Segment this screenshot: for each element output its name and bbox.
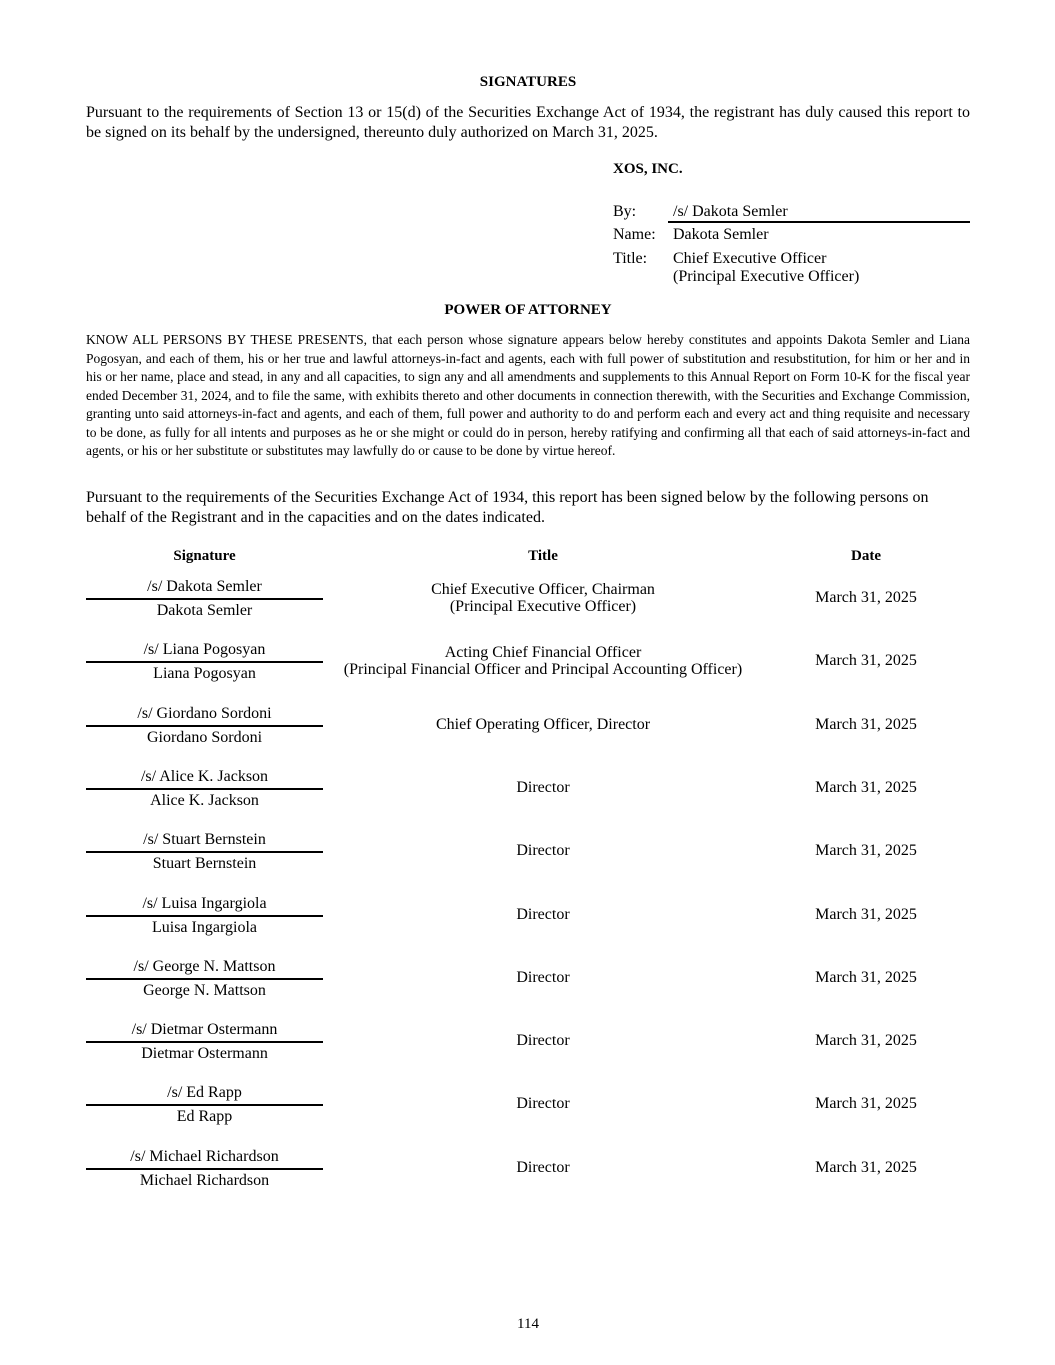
company-name: XOS, INC. bbox=[613, 161, 683, 177]
table-row bbox=[86, 1084, 970, 1144]
signer-name: Ed Rapp bbox=[176, 1108, 233, 1126]
title-line1: Director bbox=[516, 842, 570, 860]
signature-line bbox=[86, 851, 323, 853]
signature-cell bbox=[86, 1084, 323, 1126]
signature-cell bbox=[86, 578, 323, 620]
signer-name: Giordano Sordoni bbox=[146, 728, 263, 746]
date-cell: March 31, 2025 bbox=[815, 842, 917, 860]
title-line1: Chief Operating Officer, Director bbox=[435, 715, 651, 733]
signature-text: /s/ Giordano Sordoni bbox=[137, 704, 272, 722]
title-line1: Chief Executive Officer, Chairman bbox=[431, 581, 655, 598]
title-column-header: Title bbox=[528, 548, 558, 564]
signer-name: Dietmar Ostermann bbox=[141, 1045, 268, 1063]
signature-line bbox=[86, 1104, 323, 1106]
signature-line bbox=[86, 661, 323, 663]
title-line1: Director bbox=[516, 1095, 570, 1113]
signature-column-header: Signature bbox=[173, 548, 236, 564]
name-label: Name: bbox=[613, 226, 656, 243]
signature-text: /s/ Luisa Ingargiola bbox=[142, 894, 267, 912]
title-label: Title: bbox=[613, 250, 648, 267]
title-line2: (Principal Financial Officer and Principal Accounting Officer) bbox=[343, 661, 743, 679]
table-row bbox=[86, 705, 970, 765]
table-row bbox=[86, 958, 970, 1018]
title-line1: Director bbox=[516, 778, 570, 796]
signatures-heading: SIGNATURES bbox=[479, 74, 577, 90]
title-cell bbox=[323, 581, 763, 615]
table-row bbox=[86, 578, 970, 638]
signature-text: /s/ Stuart Bernstein bbox=[143, 831, 266, 849]
signature-cell bbox=[86, 831, 323, 873]
signature-text: /s/ Dakota Semler bbox=[147, 578, 262, 595]
title-cell bbox=[323, 906, 763, 923]
signature-cell bbox=[86, 641, 323, 683]
title-cell bbox=[323, 1095, 763, 1112]
by-label: By: bbox=[613, 203, 637, 220]
signer-name: Liana Pogosyan bbox=[153, 665, 256, 683]
date-cell: March 31, 2025 bbox=[815, 1158, 917, 1176]
signature-line bbox=[86, 978, 323, 980]
signature-cell bbox=[86, 958, 323, 1000]
signature-text: /s/ George N. Mattson bbox=[133, 957, 276, 975]
title-cell bbox=[323, 1159, 763, 1176]
title-cell bbox=[323, 779, 763, 796]
signature-text: /s/ Ed Rapp bbox=[167, 1084, 242, 1102]
title-line2: (Principal Executive Officer) bbox=[449, 598, 637, 615]
signer-name: Alice K. Jackson bbox=[150, 791, 259, 809]
signature-line bbox=[668, 221, 970, 223]
date-column-header: Date bbox=[851, 548, 881, 564]
date-cell: March 31, 2025 bbox=[815, 589, 917, 606]
signer-name: George N. Mattson bbox=[143, 981, 266, 999]
signature-line bbox=[86, 788, 323, 790]
title-line1: Director bbox=[516, 968, 570, 986]
table-row bbox=[86, 768, 970, 828]
date-cell: March 31, 2025 bbox=[815, 778, 917, 796]
date-cell: March 31, 2025 bbox=[815, 905, 917, 923]
signature-line bbox=[86, 1041, 323, 1043]
signer-name: Dakota Semler bbox=[156, 602, 253, 619]
signature-text: /s/ Michael Richardson bbox=[130, 1147, 279, 1165]
signature-text: /s/ Liana Pogosyan bbox=[143, 641, 266, 659]
title-cell bbox=[323, 716, 763, 733]
title-cell bbox=[323, 842, 763, 859]
title-cell bbox=[323, 969, 763, 986]
title-cell bbox=[323, 644, 763, 678]
date-cell: March 31, 2025 bbox=[815, 1032, 917, 1050]
signature-text: /s/ Alice K. Jackson bbox=[140, 767, 269, 785]
signature-line bbox=[86, 725, 323, 727]
title-line1: Director bbox=[516, 1032, 570, 1050]
title-cell bbox=[323, 1032, 763, 1049]
date-cell: March 31, 2025 bbox=[815, 1095, 917, 1113]
signature-cell bbox=[86, 705, 323, 747]
title-value-line2: (Principal Executive Officer) bbox=[673, 268, 860, 285]
signer-name: Stuart Bernstein bbox=[152, 855, 257, 873]
signature-line bbox=[86, 915, 323, 917]
title-line1: Director bbox=[516, 1158, 570, 1176]
date-cell: March 31, 2025 bbox=[815, 715, 917, 733]
title-value-line1: Chief Executive Officer bbox=[673, 250, 827, 267]
table-row bbox=[86, 1021, 970, 1081]
signature-cell bbox=[86, 1148, 323, 1190]
signature-line bbox=[86, 1168, 323, 1170]
title-line1: Director bbox=[516, 905, 570, 923]
signature-cell bbox=[86, 1021, 323, 1063]
signature-cell bbox=[86, 895, 323, 937]
title-line1: Acting Chief Financial Officer bbox=[444, 644, 642, 662]
signature-line bbox=[86, 598, 323, 600]
table-row bbox=[86, 641, 970, 701]
date-cell: March 31, 2025 bbox=[815, 652, 917, 670]
table-row bbox=[86, 1148, 970, 1208]
poa-heading: POWER OF ATTORNEY bbox=[444, 302, 612, 318]
by-signature: /s/ Dakota Semler bbox=[673, 203, 788, 220]
poa-paragraph: KNOW ALL PERSONS BY THESE PRESENTS, that each person whose signature appears below hereby constitutes and appoints Dakota Semler and Liana Pogosyan, and each of them, his or her true and lawful attorneys-in-fact and agents, each with full power of substitution and resubstitution, for him or her and in his or her name, place and stead, in any and all capacities, to sign any and all amendments and supplements to this Annual Report on Form 10-K for the fiscal year ended December 31, 2024, and to file the same, with exhibits thereto and other documents in connection therewith, with the Securities and Exchange Commission, granting unto said attorneys-in-fact and agents, and each of them, full power and authority to do and perform each and every act and thing requisite and necessary to be done, as fully for all intents and purposes as he or she might or could do in person, hereby ratifying and confirming all that each of said attorneys-in-fact and agents, or his or her substitute or substitutes may lawfully do or cause to be done by virtue hereof. bbox=[86, 332, 970, 458]
date-cell: March 31, 2025 bbox=[815, 968, 917, 986]
pursuant-paragraph: Pursuant to the requirements of the Securities Exchange Act of 1934, this report has been signed below by the following persons on behalf of the Registrant and in the capacities and on the dates indicated. bbox=[86, 489, 929, 526]
name-value: Dakota Semler bbox=[673, 226, 769, 243]
signer-name: Luisa Ingargiola bbox=[151, 918, 257, 936]
intro-paragraph: Pursuant to the requirements of Section 13 or 15(d) of the Securities Exchange Act of 1934, the registrant has duly caused this report to be signed on its behalf by the undersigned, thereunto duly authorized on March 31, 2025. bbox=[86, 104, 970, 141]
signature-text: /s/ Dietmar Ostermann bbox=[131, 1021, 278, 1039]
signer-name: Michael Richardson bbox=[139, 1171, 270, 1189]
page-number: 114 bbox=[517, 1316, 539, 1332]
table-row bbox=[86, 831, 970, 891]
signature-cell bbox=[86, 768, 323, 810]
table-row bbox=[86, 895, 970, 955]
